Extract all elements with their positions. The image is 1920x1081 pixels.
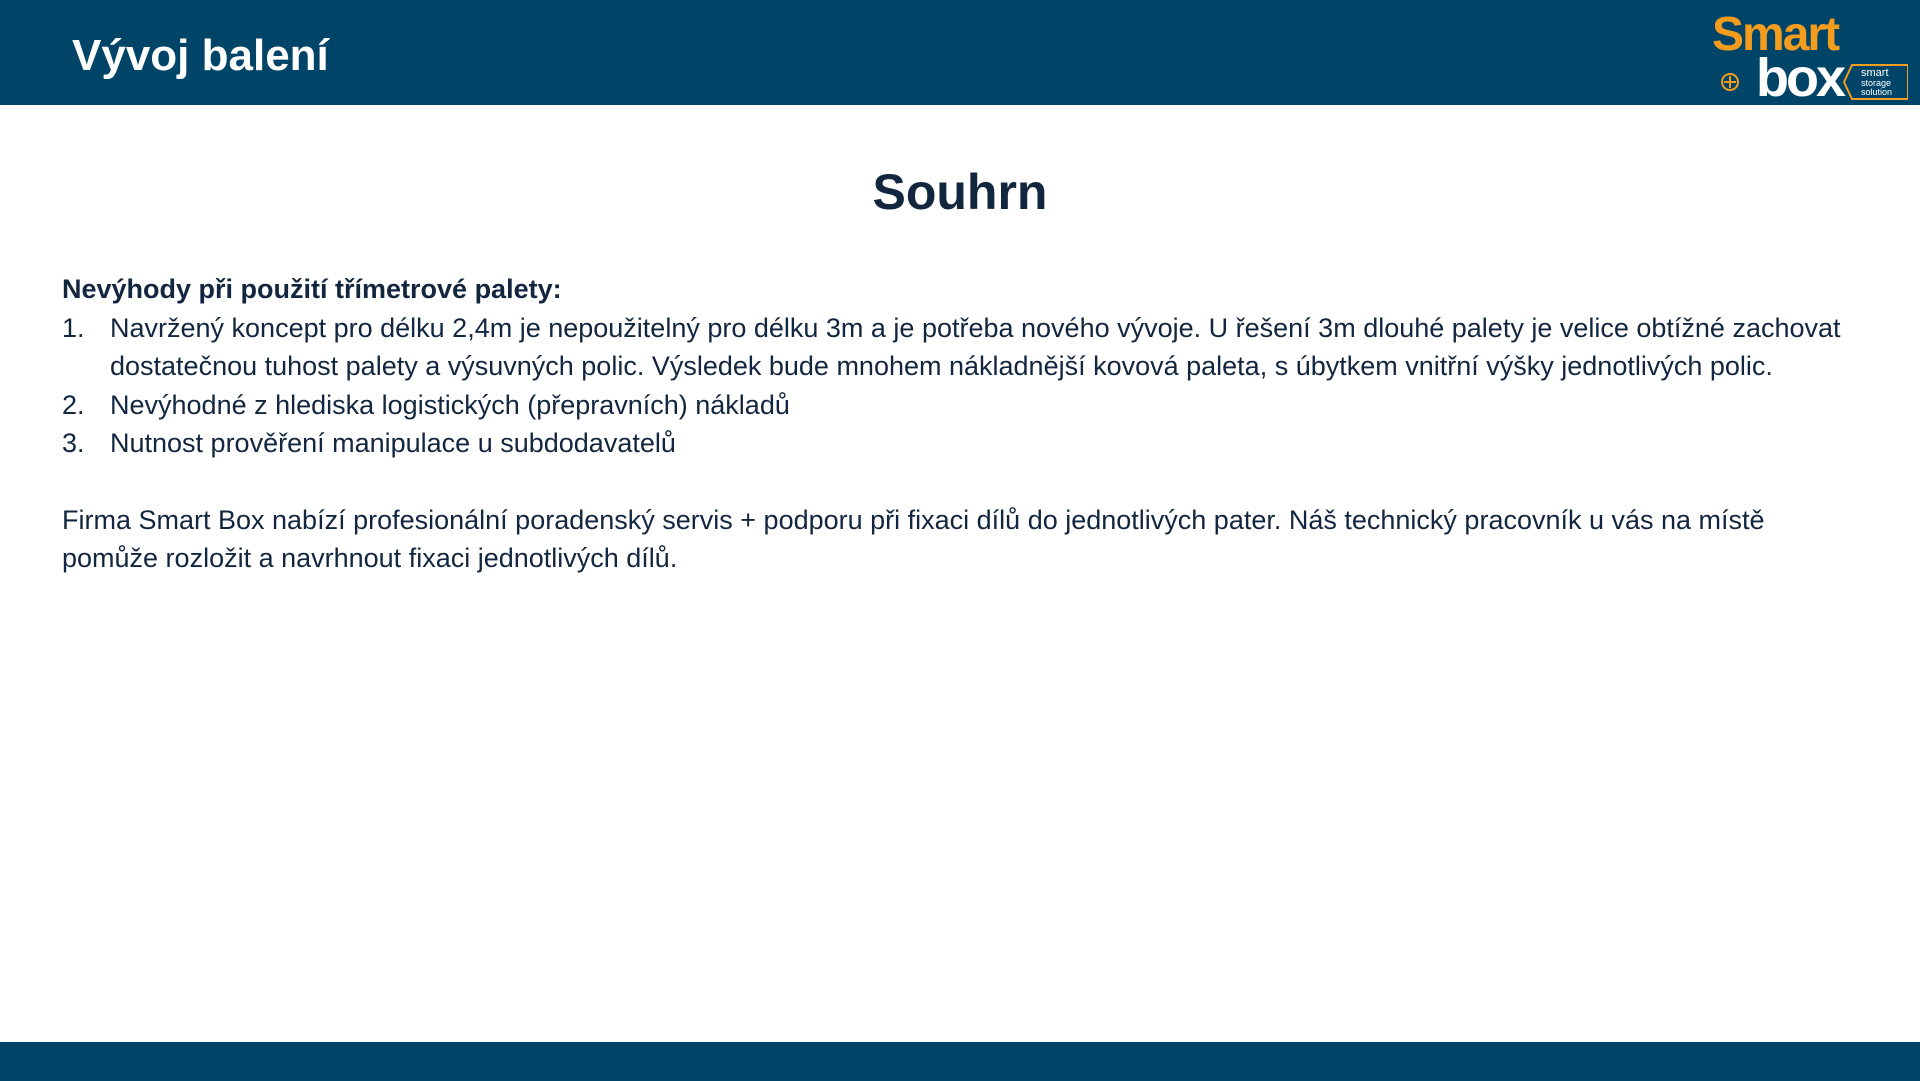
list-item-text: Nevýhodné z hlediska logistických (přepravních) nákladů xyxy=(110,389,790,420)
logo-word-smart: Smart xyxy=(1712,8,1839,61)
list-item xyxy=(62,309,1852,386)
header-title: Vývoj balení xyxy=(72,31,329,80)
list-item-number: 3. xyxy=(62,428,85,458)
logo-tagline-3: solution xyxy=(1861,87,1893,97)
list-item-number: 2. xyxy=(62,389,85,420)
logo-word-box: box xyxy=(1756,48,1844,102)
list-item-number: 1. xyxy=(62,312,85,343)
plus-circle-icon xyxy=(1722,74,1738,90)
list-item-text: Navržený koncept pro délku 2,4m je nepoužitelný pro délku 3m a je potřeba nového vývoje. U řešení 3m dlouhé palety je velice obtížné zachovat dostatečnou tuhost palety a výsuvných polic. Výsledek bude mnohem nákladnější kovová paleta, s úbytkem vnitřní výšky jednotlivých polic. xyxy=(110,312,1841,381)
top-bar xyxy=(0,0,1920,105)
slide-title: Souhrn xyxy=(872,164,1048,220)
service-paragraph: Firma Smart Box nabízí profesionální poradenský servis + podporu při fixaci dílů do jednotlivých pater. Náš technický pracovník u vás na místě pomůže rozložit a navrhnout fixaci jednotlivých dílů. xyxy=(62,504,1765,573)
logo-tagline-2: storage xyxy=(1861,78,1892,88)
list-item xyxy=(62,424,1852,463)
smart-box-logo xyxy=(1708,6,1908,102)
section-heading: Nevýhody při použití třímetrové palety: xyxy=(62,274,562,304)
slide-content xyxy=(62,270,1852,578)
bottom-bar xyxy=(0,1042,1920,1081)
list-item xyxy=(62,386,1852,425)
disadvantages-list xyxy=(62,309,1852,463)
list-item-text: Nutnost prověření manipulace u subdodavatelů xyxy=(110,428,676,458)
logo-tagline-1: smart xyxy=(1861,67,1889,79)
